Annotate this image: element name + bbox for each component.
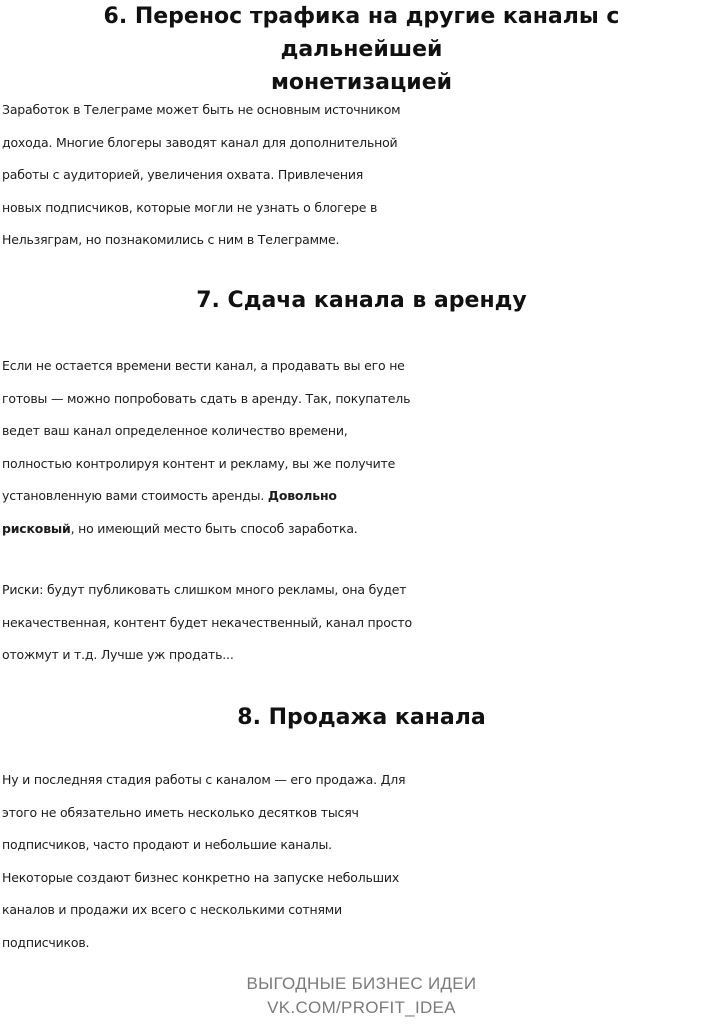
footer-brand: ВЫГОДНЫЕ БИЗНЕС ИДЕИ: [246, 974, 477, 993]
paragraph-text: установленную вами стоимость аренды.: [2, 488, 268, 503]
section-7-risks-paragraph: [0, 574, 723, 672]
section-6-heading-line-1: 6. Перенос трафика на другие каналы с дальнейшей: [103, 4, 620, 62]
bold-emphasis: рисковый: [2, 520, 71, 536]
paragraph-line: этого не обязательно иметь несколько десятков тысяч: [2, 804, 359, 820]
section-6-heading: [0, 0, 723, 99]
paragraph-line: Риски: будут публиковать слишком много рекламы, она будет: [2, 582, 407, 597]
paragraph-line: новых подписчиков, которые могли не узнать о блогере в: [2, 199, 378, 215]
section-8-heading-text: 8. Продажа канала: [237, 705, 486, 730]
paragraph-line: полностью контролируя контент и рекламу, вы же получите: [2, 455, 396, 471]
paragraph-line: отожмут и т.д. Лучше уж продать...: [2, 647, 234, 662]
section-6-heading-line-2: монетизацией: [270, 70, 453, 95]
paragraph-line: Ну и последняя стадия работы с каналом — его продажа. Для: [2, 772, 406, 787]
paragraph-text: , но имеющий место быть способ заработка.: [70, 520, 358, 536]
section-6-paragraph: [0, 94, 723, 257]
paragraph-line: готовы — можно попробовать сдать в аренду. Так, покупатель: [2, 390, 411, 406]
paragraph-line: [2, 513, 723, 546]
paragraph-line: подписчиков.: [2, 934, 90, 950]
paragraph-line: работы с аудиторией, увеличения охвата. Привлечения: [2, 167, 364, 182]
section-8-paragraph: [0, 764, 723, 959]
paragraph-line: Если не остается времени вести канал, а продавать вы его не: [2, 358, 405, 373]
section-7-paragraph: [0, 350, 723, 545]
bold-emphasis: Довольно: [267, 488, 337, 503]
paragraph-line: Нельзяграм, но познакомились с ним в Телеграмме.: [2, 232, 340, 247]
footer-link: VK.COM/PROFIT_IDEA: [267, 998, 456, 1017]
paragraph-line: Заработок в Телеграме может быть не основным источником: [2, 102, 401, 117]
section-8-heading: [0, 701, 723, 734]
paragraph-line: некачественная, контент будет некачественный, канал просто: [2, 614, 412, 630]
paragraph-line: ведет ваш канал определенное количество времени,: [2, 423, 348, 438]
paragraph-line: каналов и продажи их всего с несколькими сотнями: [2, 902, 342, 917]
section-7-heading: [0, 284, 723, 317]
paragraph-line: подписчиков, часто продают и небольшие каналы.: [2, 837, 332, 852]
footer-watermark: [0, 972, 723, 1020]
paragraph-line: [2, 480, 723, 513]
section-7-heading-text: 7. Сдача канала в аренду: [196, 288, 527, 313]
paragraph-line: Некоторые создают бизнес конкретно на запуске небольших: [2, 869, 400, 885]
paragraph-line: дохода. Многие блогеры заводят канал для дополнительной: [2, 134, 398, 150]
